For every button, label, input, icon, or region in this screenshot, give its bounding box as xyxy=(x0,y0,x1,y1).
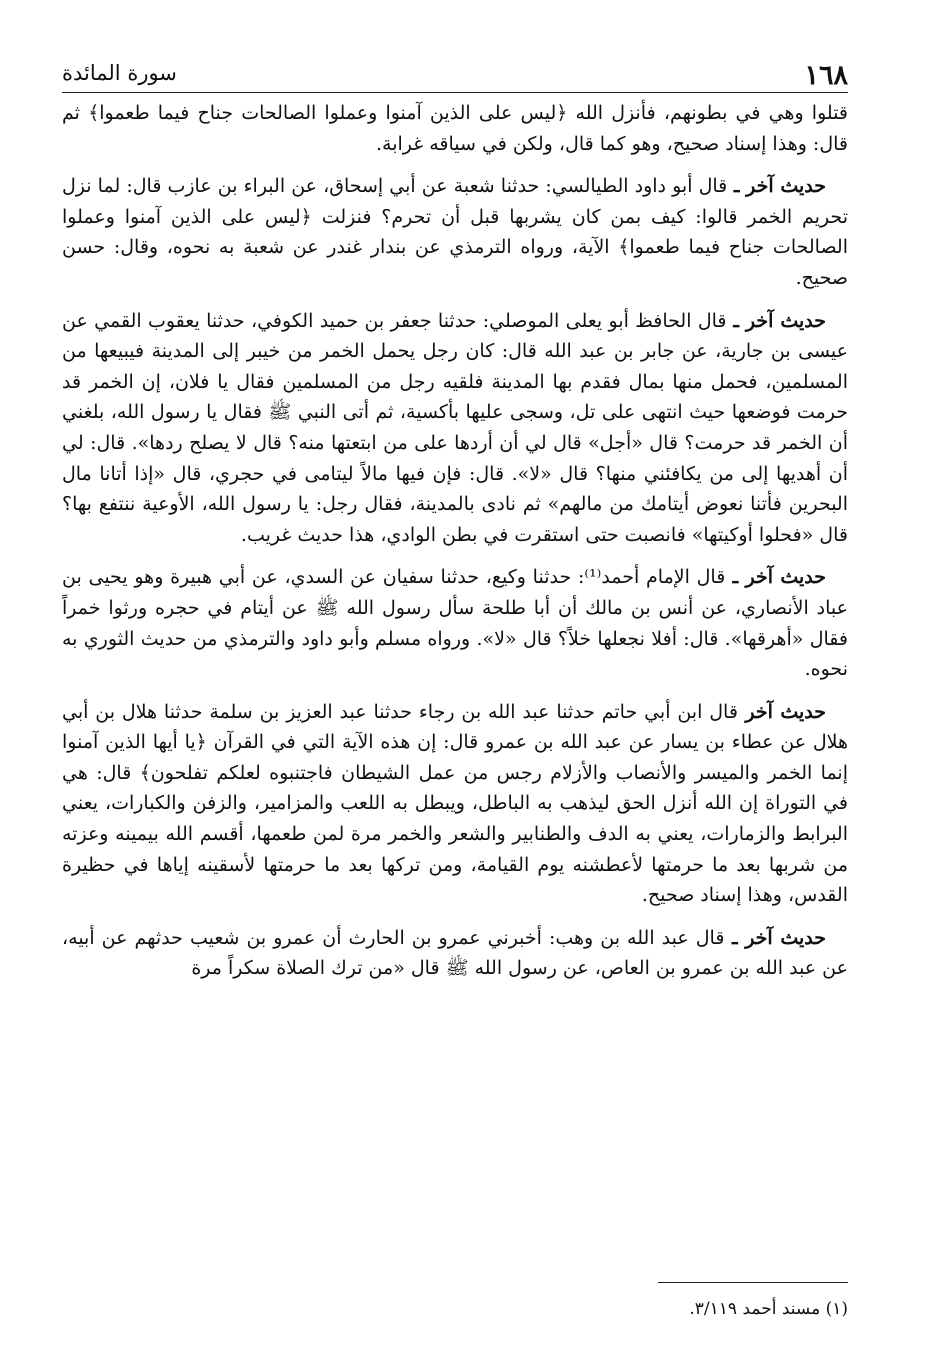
header-rule xyxy=(62,92,848,93)
paragraph-lead: حديث آخر ـ xyxy=(724,926,826,949)
paragraph xyxy=(62,923,848,984)
paragraph-lead: حديث آخر ـ xyxy=(727,175,826,198)
paragraph-text: قال الحافظ أبو يعلى الموصلي: حدثنا جعفر بن حميد الكوفي، حدثنا يعقوب القمي عن عيسى بن جارية، عن جابر بن عبد الله قال: كان رجل يحمل الخمر من خيبر إلى المدينة فيبيعها من المسلمين، فحمل منها بمال فقدم بها المدينة فلقيه رجل من المسلمين فقال يا فلان، إن الخمر قد حرمت فوضعها حيث انتهى على تل، وسجى عليها بأكسية، ثم أتى النبي ﷺ فقال يا رسول الله، بلغني أن الخمر قد حرمت؟ قال «أجل» قال لي أن أردها على من ابتعتها منه؟ قال لا يصلح ردها». قال: لي أن أهديها إلى من يكافئني منها؟ قال «لا». قال: فإن فيها مالاً ليتامى في حجري، قال «إذا أتانا مال البحرين فأتنا نعوض أيتامك من مالهم» ثم نادى بالمدينة، فقال رجل: يا رسول الله، الأوعية ننتفع بها؟ قال «فحلوا أوكيتها» فانصبت حتى استقرت في بطن الوادي، هذا حديث غريب. xyxy=(62,309,848,546)
main-text xyxy=(62,98,848,996)
page-header xyxy=(62,58,848,94)
paragraph-lead: حديث آخر ـ xyxy=(725,566,826,589)
paragraph-lead: حديث آخر xyxy=(737,700,826,723)
paragraph xyxy=(62,697,848,911)
paragraph xyxy=(62,98,848,159)
page-number: ١٦٨ xyxy=(804,60,848,91)
paragraph xyxy=(62,562,848,684)
paragraph-text: قتلوا وهي في بطونهم، فأنزل الله ﴿ليس على الذين آمنوا وعملوا الصالحات جناح فيما طعموا﴾ ثم قال: وهذا إسناد صحيح، وهو كما قال، ولكن في سياقه غرابة. xyxy=(62,102,848,155)
paragraph-text: قال أبو داود الطيالسي: حدثنا شعبة عن أبي إسحاق، عن البراء بن عازب قال: لما نزل تحريم الخمر قالوا: كيف بمن كان يشربها قبل أن تحرم؟ فنزلت ﴿ليس على الذين آمنوا وعملوا الصالحات جناح فيما طعموا﴾ الآية، ورواه الترمذي عن بندار غندر عن شعبة به نحوه، وقال: حسن صحيح. xyxy=(62,175,848,289)
paragraph-text: قال ابن أبي حاتم حدثنا عبد الله بن رجاء حدثنا عبد العزيز بن سلمة حدثنا هلال بن أبي هلال عن عطاء بن يسار عن عبد الله بن عمرو قال: إن هذه الآية التي في القرآن ﴿يا أيها الذين آمنوا إنما الخمر والميسر والأنصاب والأزلام رجس من عمل الشيطان فاجتنبوه لعلكم تفلحون﴾ قال: هي في التوراة إن الله أنزل الحق ليذهب به الباطل، ويبطل به اللعب والمزامير، والزفن والكبارات، يعني البرابط والزمارات، يعني به الدف والطنابير والشعر والخمر مرة لمن طعمها، أقسم الله بيمينه وعزته من شربها بعد ما حرمتها لأعطشنه يوم القيامة، ومن تركها بعد ما حرمتها لأسقينه إياها في حظيرة القدس، وهذا إسناد صحيح. xyxy=(62,700,848,907)
paragraph-text: قال عبد الله بن وهب: أخبرني عمرو بن الحارث أن عمرو بن شعيب حدثهم عن أبيه، عن عبد الله بن عمرو بن العاص، عن رسول الله ﷺ قال «من ترك الصلاة سكراً مرة xyxy=(62,926,848,980)
footnote: (١) مسند أحمد ٣/١١٩. xyxy=(689,1299,848,1319)
running-head-title: سورة المائدة xyxy=(62,61,177,85)
footnote-rule xyxy=(658,1282,848,1283)
paragraph xyxy=(62,306,848,551)
paragraph xyxy=(62,171,848,293)
paragraph-lead: حديث آخر ـ xyxy=(726,309,826,332)
paragraph-text: قال الإمام أحمد⁽¹⁾: حدثنا وكيع، حدثنا سفيان عن السدي، عن أبي هبيرة وهو يحيى بن عباد الأنصاري، عن أنس بن مالك أن أبا طلحة سأل رسول الله ﷺ عن أيتام في حجره ورثوا خمراً فقال «أهرقها». قال: أفلا نجعلها خلاً؟ قال «لا». ورواه مسلم وأبو داود والترمذي من حديث الثوري به نحوه. xyxy=(62,566,848,681)
